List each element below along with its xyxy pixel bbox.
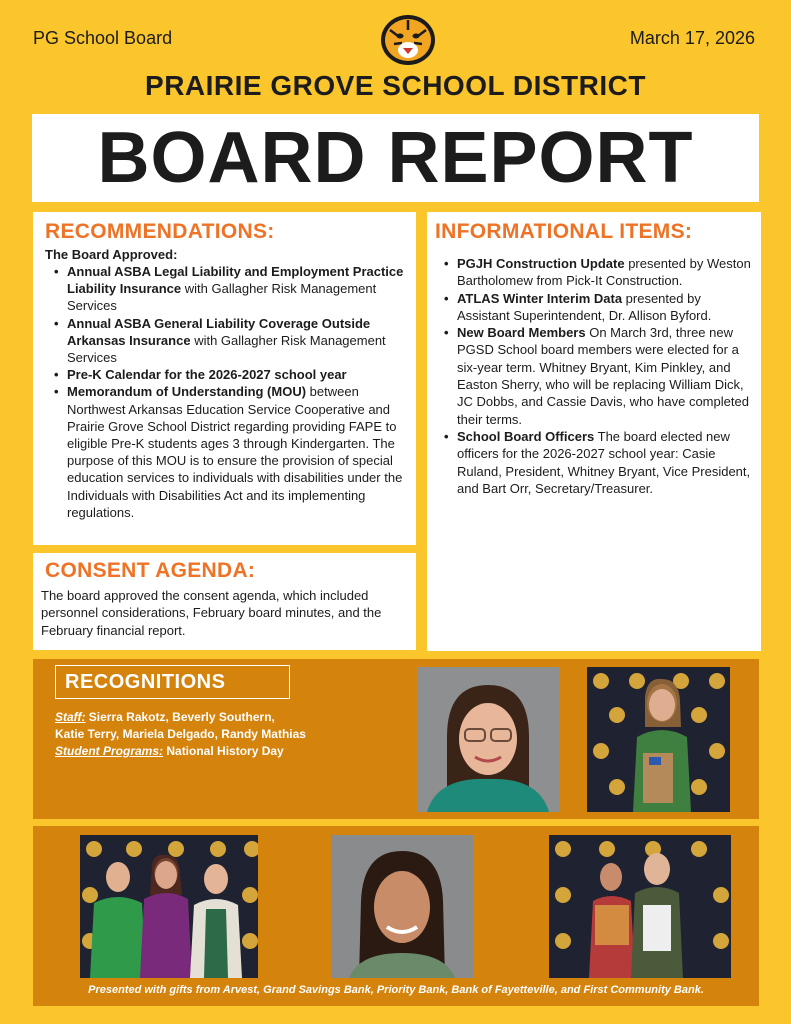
consent-title: CONSENT AGENDA: — [45, 559, 256, 582]
recommendations-panel — [33, 212, 416, 545]
program-gift-photo — [549, 835, 731, 978]
consent-text: The board approved the consent agenda, which included personnel considerations, February board minutes, and the February financial report. — [41, 588, 382, 638]
sponsors-footer: Presented with gifts from Arvest, Grand Savings Bank, Priority Bank, Bank of Fayetteville, and First Community Bank. — [88, 984, 704, 996]
list-item: • Annual ASBA Legal Liability and Employment Practice Liability Insurance with Gallagher Risk Management Services — [45, 263, 406, 315]
district-name: PRAIRIE GROVE SCHOOL DISTRICT — [145, 70, 646, 101]
recognitions-band — [33, 659, 759, 819]
list-item: • ATLAS Winter Interim Data presented by Assistant Superintendent, Dr. Allison Byford. — [435, 290, 751, 325]
recommendations-list — [45, 263, 406, 521]
group-photo — [80, 835, 258, 978]
list-item: • PGJH Construction Update presented by Weston Bartholomew from Pick-It Construction. — [435, 255, 751, 290]
staff-names-2: Katie Terry, Mariela Delgado, Randy Mathias — [55, 727, 306, 741]
programs-label: Student Programs: — [55, 744, 164, 758]
informational-panel — [427, 212, 761, 651]
informational-title: INFORMATIONAL ITEMS: — [435, 220, 693, 243]
student-portrait-photo — [331, 835, 473, 978]
title-box — [32, 114, 759, 202]
report-date: March 17, 2026 — [629, 28, 755, 48]
list-item: • Memorandum of Understanding (MOU) between Northwest Arkansas Education Service Cooperative and Prairie Grove School District regarding providing FAPE to eligible Pre-K students ages 3 through Kindergarten. The purpose of this MOU is to ensure the provision of special education services to individuals with disabilities under the Individuals with Disabilities Act and its implementing regulations. — [45, 383, 406, 521]
staff-names-1: Sierra Rakotz, Beverly Southern, — [85, 710, 275, 724]
consent-panel — [33, 553, 416, 650]
header-left: PG School Board — [33, 28, 173, 48]
list-item: • New Board Members On March 3rd, three new PGSD School board members were elected for a six-year term. Whitney Bryant, Kim Pinkley, and Easton Sherry, who will be replacing William Dick, JC Dobbs, and Cassie Davis, who have completed their terms. — [435, 324, 751, 428]
photos-band — [33, 826, 759, 1006]
informational-list — [435, 255, 751, 497]
list-item: • Pre-K Calendar for the 2026-2027 school year — [45, 366, 406, 383]
recognitions-text — [55, 709, 306, 760]
page-title: BOARD REPORT — [97, 118, 694, 198]
list-item: • Annual ASBA General Liability Coverage Outside Arkansas Insurance with Gallagher Risk Management Services — [45, 315, 406, 367]
staff-gift-photo — [587, 667, 730, 812]
list-item: • School Board Officers The board elected new officers for the 2026-2027 school year: Casie Ruland, President, Whitney Bryant, Vice President, and Bart Orr, Secretary/Treasurer. — [435, 428, 751, 497]
programs-value: National History Day — [163, 744, 284, 758]
recognitions-title: RECOGNITIONS — [55, 665, 290, 699]
staff-portrait-photo — [417, 667, 559, 812]
tiger-logo-icon — [378, 12, 438, 66]
recommendations-title: RECOMMENDATIONS: — [45, 220, 275, 243]
staff-label: Staff: — [55, 710, 86, 724]
recommendations-subtitle: The Board Approved: — [45, 247, 178, 262]
